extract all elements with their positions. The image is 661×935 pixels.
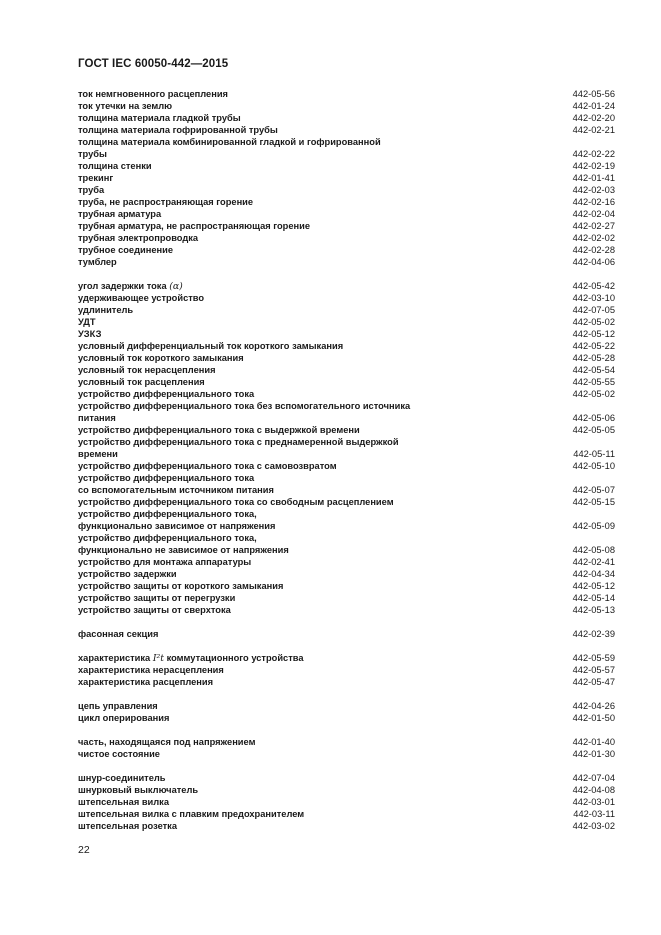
index-entry xyxy=(78,388,615,400)
index-entry xyxy=(78,220,615,232)
entry-term-text: устройство защиты от сверхтока xyxy=(78,605,231,615)
index-entry xyxy=(78,712,615,724)
entry-code: 442-05-28 xyxy=(572,353,615,363)
entry-math-symbol: I²t xyxy=(152,653,164,664)
entry-code: 442-05-57 xyxy=(572,665,615,675)
index-entry xyxy=(78,232,615,244)
entry-term-text: толщина материала гладкой трубы xyxy=(78,113,241,123)
group-spacer xyxy=(78,268,615,280)
entry-term xyxy=(78,556,251,568)
entry-code: 442-05-42 xyxy=(572,281,615,291)
entry-term xyxy=(78,496,394,508)
entry-term-text: чистое состояние xyxy=(78,749,160,759)
entry-term-text: функционально зависимое от напряжения xyxy=(78,521,276,531)
entry-code: 442-02-21 xyxy=(572,125,615,135)
index-entry xyxy=(78,448,615,460)
entry-code: 442-02-02 xyxy=(572,233,615,243)
entry-term-text: штепсельная розетка xyxy=(78,821,178,831)
entry-code: 442-05-12 xyxy=(572,581,615,591)
index-entry xyxy=(78,100,615,112)
entry-term xyxy=(78,676,213,688)
index-entry xyxy=(78,532,615,544)
entry-term xyxy=(78,136,381,148)
entry-code: 442-02-27 xyxy=(572,221,615,231)
entry-term-text: устройство дифференциального тока, xyxy=(78,533,257,543)
entry-term-text: времени xyxy=(78,449,118,459)
entry-term-text: устройство дифференциального тока со свободным расцеплением xyxy=(78,497,394,507)
index-entry xyxy=(78,604,615,616)
entry-term-text: удлинитель xyxy=(78,305,134,315)
entry-code: 442-02-20 xyxy=(572,113,615,123)
entry-term-text: штепсельная вилка xyxy=(78,797,170,807)
entry-code: 442-04-06 xyxy=(572,257,615,267)
entry-term-text: устройство дифференциального тока xyxy=(78,389,255,399)
entry-term-text: устройство дифференциального тока, xyxy=(78,509,257,519)
entry-code: 442-05-14 xyxy=(572,593,615,603)
index-entry xyxy=(78,544,615,556)
entry-term xyxy=(78,472,254,484)
entry-code: 442-05-56 xyxy=(572,89,615,99)
entry-code: 442-05-09 xyxy=(572,521,615,531)
entry-term xyxy=(78,376,205,388)
entry-term-text: толщина материала гофрированной трубы xyxy=(78,125,278,135)
entry-term xyxy=(78,340,343,352)
entry-term-text: трубное соединение xyxy=(78,245,173,255)
index-entry xyxy=(78,580,615,592)
entry-code: 442-05-54 xyxy=(572,365,615,375)
index-entry xyxy=(78,592,615,604)
entry-term-text: со вспомогательным источником питания xyxy=(78,485,274,495)
entry-code: 442-03-01 xyxy=(572,797,615,807)
entry-code: 442-04-08 xyxy=(572,785,615,795)
entry-term xyxy=(78,208,161,220)
index-entry xyxy=(78,412,615,424)
entry-term xyxy=(78,412,116,424)
entry-term-text: устройство для монтажа аппаратуры xyxy=(78,557,252,567)
entry-term xyxy=(78,484,274,496)
index-entry xyxy=(78,472,615,484)
entry-code: 442-05-12 xyxy=(572,329,615,339)
index-entry xyxy=(78,508,615,520)
index-entry xyxy=(78,292,615,304)
entry-term xyxy=(78,592,235,604)
index-entry xyxy=(78,208,615,220)
index-entry xyxy=(78,196,615,208)
entry-code: 442-07-05 xyxy=(572,305,615,315)
entry-term-text: толщина материала комбинированной гладкой и гофрированной xyxy=(78,137,381,147)
entry-code: 442-05-47 xyxy=(572,677,615,687)
index-entry xyxy=(78,496,615,508)
entry-term xyxy=(78,304,133,316)
index-entry xyxy=(78,256,615,268)
entry-term xyxy=(78,736,255,748)
entry-term xyxy=(78,712,169,724)
entry-term-text: труба, не распространяющая горение xyxy=(78,197,254,207)
entry-term-text: трекинг xyxy=(78,173,114,183)
entry-term-text: условный дифференциальный ток короткого замыкания xyxy=(78,341,344,351)
group-spacer xyxy=(78,688,615,700)
entry-term-text: характеристика нерасцепления xyxy=(78,665,224,675)
entry-term xyxy=(78,124,278,136)
index-entry xyxy=(78,244,615,256)
entry-term-text: шнурковый выключатель xyxy=(78,785,199,795)
index-entry xyxy=(78,112,615,124)
entry-term xyxy=(78,796,169,808)
entry-term xyxy=(78,256,117,268)
entry-term-text: трубная электропроводка xyxy=(78,233,199,243)
entry-code: 442-03-02 xyxy=(572,821,615,831)
entry-term xyxy=(78,364,216,376)
entry-term xyxy=(78,232,198,244)
group-spacer xyxy=(78,616,615,628)
index-entry xyxy=(78,664,615,676)
entry-code: 442-02-03 xyxy=(572,185,615,195)
entry-term xyxy=(78,628,158,640)
entry-term-text: угол задержки тока xyxy=(78,281,167,291)
index-entry xyxy=(78,808,615,820)
entry-term xyxy=(78,604,231,616)
entry-term xyxy=(78,664,224,676)
entry-code: 442-02-19 xyxy=(572,161,615,171)
entry-code: 442-05-15 xyxy=(572,497,615,507)
entry-term-text: условный ток расцепления xyxy=(78,377,205,387)
entry-term xyxy=(78,160,152,172)
entry-term-text: толщина стенки xyxy=(78,161,152,171)
entry-term-text: ток утечки на землю xyxy=(78,101,173,111)
group-spacer xyxy=(78,724,615,736)
entry-code: 442-05-07 xyxy=(572,485,615,495)
index-entry xyxy=(78,172,615,184)
entry-term-text: устройство дифференциального тока с самовозвратом xyxy=(78,461,337,471)
index-entry xyxy=(78,820,615,832)
entry-term-text: фасонная секция xyxy=(78,629,159,639)
entry-term-text: труба xyxy=(78,185,105,195)
entry-code: 442-05-08 xyxy=(572,545,615,555)
index-entry xyxy=(78,748,615,760)
entry-term xyxy=(78,184,104,196)
entry-term-text: трубы xyxy=(78,149,107,159)
index-entry xyxy=(78,796,615,808)
entry-term xyxy=(78,808,304,820)
entry-code: 442-07-04 xyxy=(572,773,615,783)
entry-term-text: условный ток короткого замыкания xyxy=(78,353,244,363)
entry-code: 442-03-11 xyxy=(573,809,615,819)
entry-term xyxy=(78,388,254,400)
entry-code: 442-01-30 xyxy=(572,749,615,759)
entry-term xyxy=(78,784,198,796)
index-entry xyxy=(78,652,615,664)
entry-term xyxy=(78,460,337,472)
entry-term-text: характеристика расцепления xyxy=(78,677,214,687)
index-entry xyxy=(78,556,615,568)
group-spacer xyxy=(78,640,615,652)
entry-term xyxy=(78,328,101,340)
index-entry xyxy=(78,424,615,436)
entry-code: 442-05-10 xyxy=(572,461,615,471)
index-entry xyxy=(78,88,615,100)
index-entry xyxy=(78,316,615,328)
index-entry xyxy=(78,736,615,748)
entry-term xyxy=(78,820,177,832)
index-entry xyxy=(78,148,615,160)
entry-term-text: функционально не зависимое от напряжения xyxy=(78,545,289,555)
entry-code: 442-02-22 xyxy=(572,149,615,159)
entry-term xyxy=(78,448,118,460)
entry-term-text-after: коммутационного устройства xyxy=(166,653,304,663)
entry-code: 442-01-41 xyxy=(572,173,615,183)
index-entry xyxy=(78,520,615,532)
group-spacer xyxy=(78,760,615,772)
entry-code: 442-04-34 xyxy=(572,569,615,579)
entry-term xyxy=(78,544,289,556)
entry-term-text: тумблер xyxy=(78,257,117,267)
index-entry xyxy=(78,280,615,292)
index-entry xyxy=(78,628,615,640)
entry-code: 442-05-11 xyxy=(573,449,615,459)
index-entry xyxy=(78,328,615,340)
entry-term-text: устройство дифференциального тока без вспомогательного источника xyxy=(78,401,411,411)
entry-term-text: характеристика xyxy=(78,653,151,663)
entry-code: 442-01-40 xyxy=(572,737,615,747)
entry-code: 442-02-39 xyxy=(572,629,615,639)
entry-code: 442-02-16 xyxy=(572,197,615,207)
document-header: ГОСТ IEC 60050-442—2015 xyxy=(78,58,229,70)
entry-code: 442-02-41 xyxy=(572,557,615,567)
entry-term xyxy=(78,772,166,784)
entry-term-text: часть, находящаяся под напряжением xyxy=(78,737,256,747)
entry-term-text: УДТ xyxy=(78,317,96,327)
entry-term-text: устройство дифференциального тока с выдержкой времени xyxy=(78,425,360,435)
entry-code: 442-01-50 xyxy=(572,713,615,723)
index-entry xyxy=(78,784,615,796)
entry-term xyxy=(78,148,107,160)
entry-code: 442-05-13 xyxy=(572,605,615,615)
entry-term-text: питания xyxy=(78,413,116,423)
entry-term-text: устройство дифференциального тока с преднамеренной выдержкой xyxy=(78,437,399,447)
entry-term xyxy=(78,400,410,412)
entry-term xyxy=(78,100,172,112)
entry-term-text: штепсельная вилка с плавким предохранителем xyxy=(78,809,305,819)
index-entry xyxy=(78,160,615,172)
index-entry xyxy=(78,124,615,136)
entry-term xyxy=(78,352,244,364)
index-list xyxy=(78,88,615,832)
entry-term xyxy=(78,700,158,712)
entry-math-symbol: (α) xyxy=(169,281,183,292)
index-entry xyxy=(78,772,615,784)
entry-term-text: трубная арматура xyxy=(78,209,162,219)
entry-term-text: УЗКЗ xyxy=(78,329,102,339)
entry-code: 442-05-06 xyxy=(572,413,615,423)
entry-code: 442-05-55 xyxy=(572,377,615,387)
entry-term xyxy=(78,112,241,124)
entry-code: 442-01-24 xyxy=(572,101,615,111)
index-entry xyxy=(78,376,615,388)
index-entry xyxy=(78,484,615,496)
index-entry xyxy=(78,400,615,412)
entry-term xyxy=(78,220,310,232)
entry-code: 442-05-22 xyxy=(572,341,615,351)
index-entry xyxy=(78,568,615,580)
entry-code: 442-05-02 xyxy=(572,317,615,327)
entry-term xyxy=(78,172,113,184)
index-entry xyxy=(78,436,615,448)
page-number: 22 xyxy=(78,844,90,856)
entry-term-text: цикл оперирования xyxy=(78,713,170,723)
entry-term xyxy=(78,508,257,520)
entry-term xyxy=(78,424,360,436)
entry-term xyxy=(78,196,253,208)
index-entry xyxy=(78,676,615,688)
entry-term-text: условный ток нерасцепления xyxy=(78,365,216,375)
entry-term xyxy=(78,436,399,448)
entry-term-text: устройство дифференциального тока xyxy=(78,473,255,483)
index-entry xyxy=(78,136,615,148)
entry-term-text: устройство защиты от короткого замыкания xyxy=(78,581,284,591)
entry-term-text: шнур-соединитель xyxy=(78,773,166,783)
entry-term-text: ток немгновенного расцепления xyxy=(78,89,228,99)
entry-code: 442-02-28 xyxy=(572,245,615,255)
entry-term xyxy=(78,580,283,592)
entry-term xyxy=(78,568,177,580)
entry-term-text: устройство защиты от перегрузки xyxy=(78,593,236,603)
entry-term xyxy=(78,520,275,532)
index-entry xyxy=(78,340,615,352)
entry-term-text: цепь управления xyxy=(78,701,158,711)
index-entry xyxy=(78,184,615,196)
entry-code: 442-03-10 xyxy=(572,293,615,303)
entry-code: 442-04-26 xyxy=(572,701,615,711)
entry-term-text: устройство задержки xyxy=(78,569,177,579)
entry-code: 442-05-05 xyxy=(572,425,615,435)
entry-term-text: удерживающее устройство xyxy=(78,293,205,303)
index-entry xyxy=(78,460,615,472)
entry-term xyxy=(78,244,173,256)
entry-term xyxy=(78,532,257,544)
entry-term xyxy=(78,748,160,760)
entry-term xyxy=(78,316,96,328)
entry-code: 442-02-04 xyxy=(572,209,615,219)
entry-term xyxy=(78,292,204,304)
index-entry xyxy=(78,700,615,712)
index-entry xyxy=(78,304,615,316)
entry-code: 442-05-02 xyxy=(572,389,615,399)
index-entry xyxy=(78,364,615,376)
entry-term-text: трубная арматура, не распространяющая горение xyxy=(78,221,311,231)
entry-code: 442-05-59 xyxy=(572,653,615,663)
entry-term xyxy=(78,88,228,100)
index-entry xyxy=(78,352,615,364)
